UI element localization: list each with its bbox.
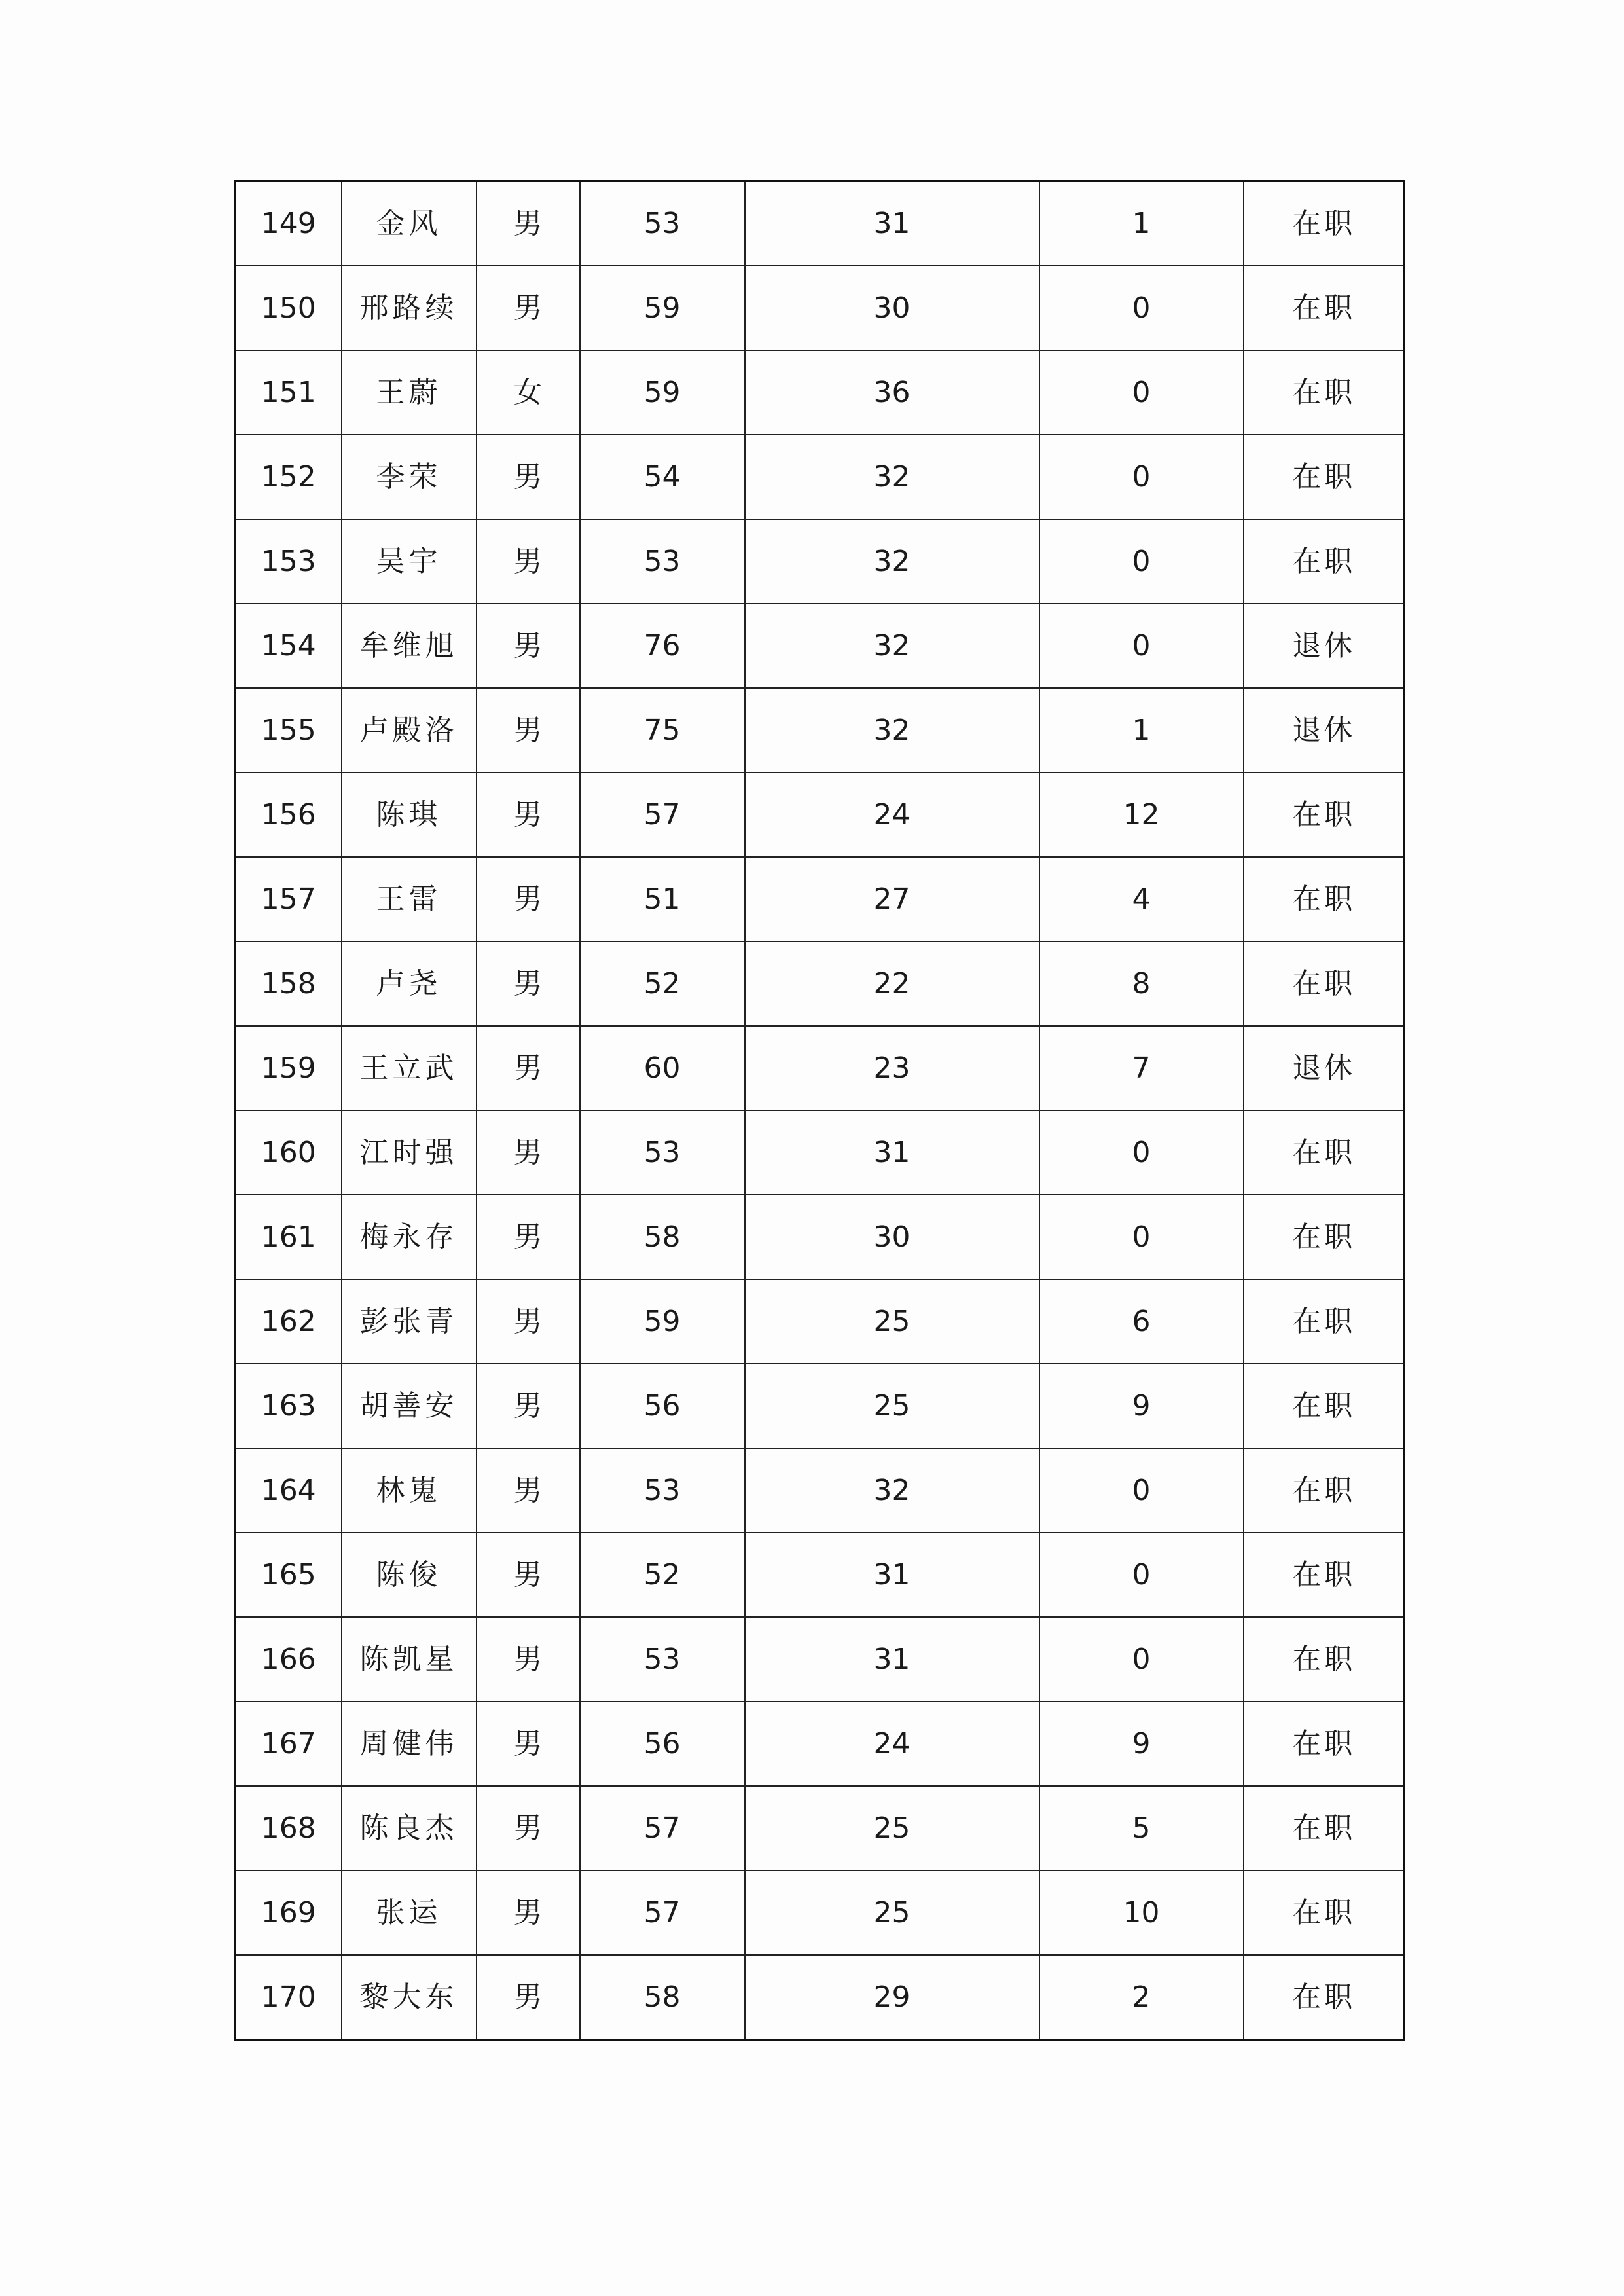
cell-age: 57 bbox=[580, 1870, 745, 1955]
cell-years: 25 bbox=[745, 1786, 1039, 1870]
cell-gender: 男 bbox=[477, 688, 580, 773]
cell-age: 53 bbox=[580, 1448, 745, 1533]
cell-number: 169 bbox=[236, 1870, 342, 1955]
cell-name: 彭张青 bbox=[342, 1279, 477, 1364]
table-row bbox=[236, 1110, 1405, 1195]
cell-years: 32 bbox=[745, 1448, 1039, 1533]
cell-gender: 男 bbox=[477, 1702, 580, 1786]
cell-name: 吴宇 bbox=[342, 519, 477, 604]
cell-age: 60 bbox=[580, 1026, 745, 1110]
cell-number: 164 bbox=[236, 1448, 342, 1533]
cell-gender: 男 bbox=[477, 1533, 580, 1617]
table-row bbox=[236, 181, 1405, 266]
cell-count: 10 bbox=[1039, 1870, 1244, 1955]
cell-gender: 男 bbox=[477, 1279, 580, 1364]
cell-count: 0 bbox=[1039, 1195, 1244, 1279]
table-row bbox=[236, 266, 1405, 350]
cell-count: 0 bbox=[1039, 435, 1244, 519]
cell-gender: 男 bbox=[477, 266, 580, 350]
cell-years: 22 bbox=[745, 941, 1039, 1026]
cell-number: 151 bbox=[236, 350, 342, 435]
cell-gender: 男 bbox=[477, 941, 580, 1026]
cell-count: 0 bbox=[1039, 266, 1244, 350]
cell-status: 退休 bbox=[1244, 604, 1405, 688]
cell-age: 76 bbox=[580, 604, 745, 688]
table-row bbox=[236, 604, 1405, 688]
cell-name: 李荣 bbox=[342, 435, 477, 519]
table-row bbox=[236, 1533, 1405, 1617]
table-row bbox=[236, 1786, 1405, 1870]
cell-name: 牟维旭 bbox=[342, 604, 477, 688]
cell-age: 52 bbox=[580, 941, 745, 1026]
table-row bbox=[236, 1870, 1405, 1955]
cell-years: 32 bbox=[745, 519, 1039, 604]
table-row bbox=[236, 1702, 1405, 1786]
cell-age: 53 bbox=[580, 519, 745, 604]
cell-status: 在职 bbox=[1244, 1448, 1405, 1533]
cell-number: 155 bbox=[236, 688, 342, 773]
table-row bbox=[236, 350, 1405, 435]
cell-gender: 男 bbox=[477, 1955, 580, 2040]
cell-number: 154 bbox=[236, 604, 342, 688]
cell-name: 邢路续 bbox=[342, 266, 477, 350]
cell-name: 周健伟 bbox=[342, 1702, 477, 1786]
cell-number: 165 bbox=[236, 1533, 342, 1617]
cell-number: 167 bbox=[236, 1702, 342, 1786]
table-row bbox=[236, 773, 1405, 857]
cell-name: 卢尧 bbox=[342, 941, 477, 1026]
table-row bbox=[236, 688, 1405, 773]
cell-status: 在职 bbox=[1244, 1195, 1405, 1279]
cell-age: 53 bbox=[580, 181, 745, 266]
cell-years: 25 bbox=[745, 1279, 1039, 1364]
cell-number: 166 bbox=[236, 1617, 342, 1702]
cell-years: 30 bbox=[745, 1195, 1039, 1279]
cell-status: 在职 bbox=[1244, 1110, 1405, 1195]
cell-count: 0 bbox=[1039, 1448, 1244, 1533]
cell-number: 157 bbox=[236, 857, 342, 941]
cell-number: 152 bbox=[236, 435, 342, 519]
cell-status: 退休 bbox=[1244, 688, 1405, 773]
cell-number: 149 bbox=[236, 181, 342, 266]
cell-status: 在职 bbox=[1244, 1955, 1405, 2040]
cell-status: 在职 bbox=[1244, 773, 1405, 857]
cell-age: 56 bbox=[580, 1364, 745, 1448]
cell-gender: 女 bbox=[477, 350, 580, 435]
cell-years: 31 bbox=[745, 1110, 1039, 1195]
cell-number: 163 bbox=[236, 1364, 342, 1448]
cell-count: 0 bbox=[1039, 350, 1244, 435]
cell-count: 8 bbox=[1039, 941, 1244, 1026]
cell-status: 在职 bbox=[1244, 1364, 1405, 1448]
roster-table bbox=[234, 180, 1405, 2041]
cell-gender: 男 bbox=[477, 604, 580, 688]
cell-status: 在职 bbox=[1244, 941, 1405, 1026]
cell-number: 158 bbox=[236, 941, 342, 1026]
cell-count: 2 bbox=[1039, 1955, 1244, 2040]
cell-count: 0 bbox=[1039, 1617, 1244, 1702]
cell-name: 王蔚 bbox=[342, 350, 477, 435]
cell-name: 胡善安 bbox=[342, 1364, 477, 1448]
cell-gender: 男 bbox=[477, 519, 580, 604]
cell-name: 陈凯星 bbox=[342, 1617, 477, 1702]
cell-years: 32 bbox=[745, 688, 1039, 773]
cell-status: 退休 bbox=[1244, 1026, 1405, 1110]
cell-name: 陈良杰 bbox=[342, 1786, 477, 1870]
cell-status: 在职 bbox=[1244, 266, 1405, 350]
cell-number: 159 bbox=[236, 1026, 342, 1110]
cell-gender: 男 bbox=[477, 1786, 580, 1870]
cell-age: 75 bbox=[580, 688, 745, 773]
cell-gender: 男 bbox=[477, 1617, 580, 1702]
cell-name: 张运 bbox=[342, 1870, 477, 1955]
cell-years: 30 bbox=[745, 266, 1039, 350]
cell-name: 王雷 bbox=[342, 857, 477, 941]
cell-years: 27 bbox=[745, 857, 1039, 941]
cell-years: 29 bbox=[745, 1955, 1039, 2040]
cell-count: 1 bbox=[1039, 181, 1244, 266]
cell-status: 在职 bbox=[1244, 1533, 1405, 1617]
cell-name: 王立武 bbox=[342, 1026, 477, 1110]
cell-status: 在职 bbox=[1244, 1617, 1405, 1702]
cell-years: 25 bbox=[745, 1870, 1039, 1955]
cell-years: 24 bbox=[745, 773, 1039, 857]
cell-number: 153 bbox=[236, 519, 342, 604]
table-row bbox=[236, 1279, 1405, 1364]
cell-count: 0 bbox=[1039, 1533, 1244, 1617]
cell-status: 在职 bbox=[1244, 1870, 1405, 1955]
cell-years: 31 bbox=[745, 181, 1039, 266]
cell-name: 黎大东 bbox=[342, 1955, 477, 2040]
table-row bbox=[236, 1195, 1405, 1279]
cell-gender: 男 bbox=[477, 181, 580, 266]
table-row bbox=[236, 1026, 1405, 1110]
cell-age: 59 bbox=[580, 266, 745, 350]
cell-age: 57 bbox=[580, 1786, 745, 1870]
cell-name: 江时强 bbox=[342, 1110, 477, 1195]
table-row bbox=[236, 1364, 1405, 1448]
cell-age: 59 bbox=[580, 350, 745, 435]
table-row bbox=[236, 941, 1405, 1026]
cell-gender: 男 bbox=[477, 1195, 580, 1279]
cell-status: 在职 bbox=[1244, 350, 1405, 435]
table-row bbox=[236, 1955, 1405, 2040]
cell-gender: 男 bbox=[477, 1870, 580, 1955]
cell-status: 在职 bbox=[1244, 519, 1405, 604]
cell-years: 36 bbox=[745, 350, 1039, 435]
cell-count: 0 bbox=[1039, 604, 1244, 688]
cell-age: 58 bbox=[580, 1195, 745, 1279]
cell-name: 陈俊 bbox=[342, 1533, 477, 1617]
cell-gender: 男 bbox=[477, 1448, 580, 1533]
cell-count: 1 bbox=[1039, 688, 1244, 773]
cell-years: 24 bbox=[745, 1702, 1039, 1786]
table-row bbox=[236, 857, 1405, 941]
cell-name: 卢殿洛 bbox=[342, 688, 477, 773]
cell-years: 31 bbox=[745, 1533, 1039, 1617]
table-row bbox=[236, 435, 1405, 519]
cell-years: 32 bbox=[745, 435, 1039, 519]
cell-years: 31 bbox=[745, 1617, 1039, 1702]
cell-count: 6 bbox=[1039, 1279, 1244, 1364]
cell-count: 0 bbox=[1039, 1110, 1244, 1195]
cell-status: 在职 bbox=[1244, 1702, 1405, 1786]
cell-age: 54 bbox=[580, 435, 745, 519]
cell-years: 32 bbox=[745, 604, 1039, 688]
table-row bbox=[236, 1617, 1405, 1702]
cell-years: 25 bbox=[745, 1364, 1039, 1448]
cell-gender: 男 bbox=[477, 435, 580, 519]
cell-gender: 男 bbox=[477, 773, 580, 857]
cell-count: 9 bbox=[1039, 1364, 1244, 1448]
table-row bbox=[236, 1448, 1405, 1533]
cell-gender: 男 bbox=[477, 1110, 580, 1195]
cell-name: 金风 bbox=[342, 181, 477, 266]
table-row bbox=[236, 519, 1405, 604]
cell-age: 58 bbox=[580, 1955, 745, 2040]
cell-status: 在职 bbox=[1244, 857, 1405, 941]
cell-count: 5 bbox=[1039, 1786, 1244, 1870]
cell-status: 在职 bbox=[1244, 435, 1405, 519]
cell-gender: 男 bbox=[477, 1026, 580, 1110]
cell-age: 53 bbox=[580, 1110, 745, 1195]
cell-age: 57 bbox=[580, 773, 745, 857]
cell-age: 51 bbox=[580, 857, 745, 941]
cell-name: 陈琪 bbox=[342, 773, 477, 857]
cell-number: 162 bbox=[236, 1279, 342, 1364]
cell-status: 在职 bbox=[1244, 1279, 1405, 1364]
cell-count: 0 bbox=[1039, 519, 1244, 604]
cell-years: 23 bbox=[745, 1026, 1039, 1110]
cell-age: 52 bbox=[580, 1533, 745, 1617]
cell-number: 161 bbox=[236, 1195, 342, 1279]
cell-name: 林嵬 bbox=[342, 1448, 477, 1533]
cell-age: 53 bbox=[580, 1617, 745, 1702]
cell-age: 59 bbox=[580, 1279, 745, 1364]
cell-count: 7 bbox=[1039, 1026, 1244, 1110]
cell-number: 168 bbox=[236, 1786, 342, 1870]
cell-gender: 男 bbox=[477, 1364, 580, 1448]
cell-name: 梅永存 bbox=[342, 1195, 477, 1279]
cell-number: 160 bbox=[236, 1110, 342, 1195]
cell-number: 170 bbox=[236, 1955, 342, 2040]
cell-count: 9 bbox=[1039, 1702, 1244, 1786]
cell-age: 56 bbox=[580, 1702, 745, 1786]
cell-status: 在职 bbox=[1244, 181, 1405, 266]
cell-status: 在职 bbox=[1244, 1786, 1405, 1870]
cell-gender: 男 bbox=[477, 857, 580, 941]
cell-count: 12 bbox=[1039, 773, 1244, 857]
cell-number: 150 bbox=[236, 266, 342, 350]
roster-body bbox=[236, 181, 1405, 2040]
cell-count: 4 bbox=[1039, 857, 1244, 941]
cell-number: 156 bbox=[236, 773, 342, 857]
